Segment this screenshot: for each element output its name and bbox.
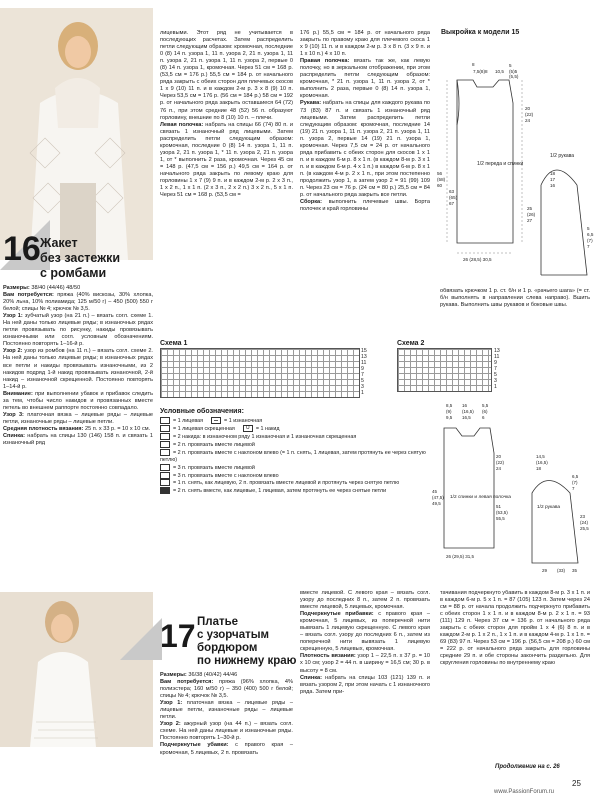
- text: набрать на спицы для каждого рукава по 73 (83) 87 п. и связать 1 изнаночный ряд лицевыми. Затем распределить петли следующим образом: кромочная, последние 14 (19) 21 п. узора 1, 11 п. узора 2, 21 п. узора 1, 11 п. узора 2, первые 14 (19) 21 п. узора 1, кромочная. Через 7,5 см = 24 р. от начального ряда прибавить с обеих сторон для скосов 1 х 1 п. и в каждом 6-м р. 8 х 1 п. (в каждом 8-м р. 3 х 1 п. и в каждом 6-м р. 4 х 1 п.) в каждом 6-м р. 8 х 1 п. (в каждом 4-м р. 2 х 1 п., при этом постепенно продолжить узор 1, а затем узор 2 = 91 (99) 109 п. Через 23 см = 76 р. (24 см = 80 р.) 25,5 см = 84 р. от начального ряда закрыть все петли.: [300, 100, 430, 199]
- model-17-col6: [300, 590, 430, 785]
- text: платочная вязка – лицевые ряды – лицевые петли, изнаночные ряды – лицевые петли.: [160, 700, 293, 721]
- label: Вам потребуется:: [3, 292, 54, 299]
- schema-num: (26): [527, 212, 536, 217]
- model-17-photo: [0, 592, 153, 747]
- legend: [160, 408, 430, 568]
- legend-item: [160, 449, 430, 464]
- col4-paragraph: обвязать крючком 1 р. ст. б/н и 1 р. «рачьего шага» (= ст. б/н выполнять в направлении слева направо). Вшить рукава. Выполнить швы рукавов и боковые швы.: [440, 288, 590, 309]
- text: ажурный узор (на 44 п.) – вязать согл. схеме. На ней даны лицевые и изнаночные ряды. Постоянно повторять 1–30-й р.: [160, 721, 293, 742]
- schema-num: 18: [550, 171, 556, 176]
- legend-title: Условные обозначения:: [160, 408, 244, 415]
- label: Подчеркнутые убавки:: [160, 742, 229, 749]
- model-16-col3: [300, 30, 430, 335]
- schema-num: 20: [525, 106, 531, 111]
- legend-item: [160, 464, 430, 472]
- k3tog-icon: [160, 464, 170, 471]
- schema-num: (22): [496, 460, 505, 465]
- schema-num: (53,5): [496, 510, 508, 515]
- legend-text: = 2 п. провязать вместе лицевой: [173, 441, 255, 448]
- label: Спинка:: [3, 432, 26, 439]
- schema-num: 5: [509, 63, 512, 68]
- model-17-title: [197, 616, 296, 668]
- text: 36/38 (40/42) 44/46: [186, 672, 238, 678]
- chart1-grid: [160, 348, 360, 398]
- schema-num: 20: [496, 454, 502, 459]
- schema-num: 6,5: [572, 474, 579, 479]
- schema-num: (6): [482, 409, 488, 414]
- model-17-title-line: с узорчатым: [197, 629, 270, 641]
- model-16-col4: [440, 288, 590, 328]
- schema-num: 60: [437, 183, 443, 188]
- schema-num: 23: [580, 514, 586, 519]
- schema-num: (16,5): [462, 409, 474, 414]
- model-16-title: [40, 236, 120, 281]
- schema-sleeve-label: 1/2 рукава: [550, 153, 575, 159]
- text: 38/40 (44/46) 48/50: [29, 285, 81, 291]
- chart2-row: 9: [494, 360, 497, 366]
- chart2-grid: [397, 348, 492, 392]
- legend-item: [160, 472, 430, 480]
- pattern-schema-15: [437, 25, 595, 285]
- schema-num: 16: [550, 183, 556, 188]
- label: Размеры:: [3, 285, 30, 291]
- model-16-title-line: с ромбами: [40, 266, 107, 280]
- text: 25 п. х 33 р. = 10 х 10 см.: [83, 425, 151, 432]
- text: зубчатый узор (на 21 п.) – вязать согл. схеме 1. На ней даны только лицевые ряды; в изнаночных рядах петли провязывать по рисунку, накиды провязывать изнаночными или согл. условным обозначениям. Постоянно повторять 1–16-й р.: [3, 313, 153, 348]
- col2-paragraph: лицевыми. Этот ряд не учитывается в последующих расчетах. Затем распределить петли следующим образом: кромочная, последние 0 (8) 14 п. узора 1, 11 п. узора 2, 21 п. узора 1, 11 п. узора 2, 21 п. узора 1, 11 п. узора 2, первые 0 (8) 14 п. узора 1, кромочная. Через 51 см = 168 р. (53,5 см = 176 р.) 55,5 см = 184 р. от начального ряда закрыть с обеих сторон для плечевых скосов 1 х 9 (10) 11 п. и в каждом 2-м р. 3 х 8 (9) 10 п. Через 53,5 см = 176 р. (56 см = 184 р.) 58 см = 192 р. от начального ряда закрыть оставшиеся 64 (72) 76 п., при этом средние 48 (52) 56 п. образуют горловину, внешние по 8 (10) 10 п. – плечи.: [160, 30, 293, 121]
- k2tog-icon: [160, 441, 170, 448]
- schema-num: 56: [437, 171, 443, 176]
- schema-num: 18: [536, 466, 542, 471]
- schema-num: 8: [472, 62, 475, 67]
- col6-paragraph: вместе лицевой. С левого края – вязать согл. узору до последних 8 п., затем 2 п. провязать вместе лицевой, 5 лицевых, кромочная.: [300, 590, 430, 611]
- text: узор 1 – 22,5 п. х 37 р. = 10 х 10 см; узор 2 = 44 п. в ширину = 16,5 см; 30 р. в высоту = 8 см.: [300, 653, 430, 674]
- chart2-row: 3: [494, 378, 497, 384]
- legend-item: [160, 441, 430, 449]
- legend-text: = 1 изнаночная: [224, 417, 263, 424]
- schema-num: (22): [525, 112, 534, 117]
- schema-num: 7: [572, 486, 575, 491]
- pattern-schema-title: Выкройка к модели 15: [441, 29, 520, 36]
- model-17-col5: [160, 672, 293, 782]
- legend-text: = 1 лицевая скрещенная: [173, 425, 235, 432]
- text: при выполнении убавок и прибавок следить за тем, чтобы число накидов и провязанных вместе петель во внешнем раппорте постоянно совпадало.: [3, 390, 153, 411]
- label: Узор 3:: [3, 411, 24, 418]
- twisted-knit-icon: [160, 425, 170, 432]
- schema-num: 17: [550, 177, 556, 182]
- chart1-row: 13: [361, 354, 367, 360]
- schema-num: (7): [587, 238, 593, 243]
- col3-paragraph: 176 р.) 55,5 см = 184 р. от начального ряда закрыть по правому краю для плечевого скоса 1 х 9 (10) 11 п. и в каждом 2-м р. 3 х 8 п. (3 х 9 п. и 1 х 10 п.) 4 х 10 п.: [300, 30, 430, 58]
- chart1-title: Схема 1: [160, 340, 188, 347]
- model-17-col7: [440, 590, 590, 760]
- chart2-row-numbers: [494, 348, 500, 390]
- schema-num: (24): [580, 520, 589, 525]
- schema-num: 6: [482, 415, 485, 420]
- model-17-title-line: бордюром: [197, 642, 258, 654]
- continued-note: Продолжение на с. 26: [495, 764, 560, 770]
- schema-num: 7: [587, 244, 590, 249]
- schema-num: 24: [496, 466, 502, 471]
- chart1-row: 15: [361, 348, 367, 354]
- schema-num: 67: [449, 201, 455, 206]
- double-yarn-over-icon: [160, 433, 170, 440]
- schema-num: (16,5): [536, 460, 548, 465]
- page-number: 25: [572, 779, 581, 788]
- schema-num: 16,5: [462, 415, 471, 420]
- col7-paragraph: тачивания подчеркнуто убавить в каждом 8-м р. 3 х 1 п. и в каждом 6-м р. 5 х 1 п. = 87 (105) 123 п. Затем через 24 см = 88 р. от начала продолжить подчеркнуто прибавить с обеих сторон 1 х 1 п. и в каждом 8-м р. 2 х 1 п. = 93 (111) 129 п. Через 37 см = 136 р. от начального ряда закрыть с обеих сторон для пройм 1 х 4 (6) 8 п. и в каждом 2-м р. 1 х 2 п., 1 х 1 п. и в каждом 4-м р. 1 х 1 п. = 69 (83) 97 п. Через 53 см = 196 р. (56,5 см = 208 р.) 60 см = 222 р. от начального ряда закрыть для горловины средние 29 п. и обе стороны закончить раздельно. Для скругления горловины по внутреннему краю: [440, 590, 590, 667]
- schema-num: 29: [542, 568, 548, 573]
- label: Сборка:: [300, 199, 323, 206]
- schema-num: (5)5: [509, 69, 518, 74]
- text: узор из ромбов (на 11 п.) – вязать согл. схеме 2. На ней даны только лицевые ряды; в изнаночных рядах все петли и накиды провязывать изнаночными, из 2 накидов подряд 1-й накид провязывать изнаночной, 2-й накид – изнаночной скрещенной. Постоянно повторять 1–14-й р.: [3, 348, 153, 390]
- schema-num: 8,5: [446, 403, 453, 408]
- yarn-over-icon: U: [243, 425, 253, 432]
- chart1-row: 5: [361, 378, 364, 384]
- schema-num: 49,5: [432, 501, 441, 506]
- legend-item: [160, 487, 430, 495]
- watermark: www.PassionForum.ru: [494, 789, 555, 795]
- model-16-title-line: без застежки: [40, 251, 121, 265]
- schema-num: (7): [572, 480, 578, 485]
- schema-num: (5,5): [509, 74, 519, 79]
- schema-num: (65): [449, 195, 458, 200]
- legend-item: [160, 425, 430, 433]
- label: Внимание:: [3, 390, 33, 397]
- schema-num: (9): [446, 409, 452, 414]
- label: Спинка:: [300, 674, 323, 681]
- pattern-schema-17-drawing: [432, 398, 594, 583]
- legend-text: = 3 п. провязать вместе с наклоном влево: [173, 472, 279, 479]
- label: Подчеркнутые прибавки:: [300, 611, 374, 618]
- s2kp-icon: [160, 487, 170, 494]
- ssk-icon: [160, 449, 170, 456]
- text: набрать на спицы 130 (146) 158 п. и связать 1 изнаночный ряд: [3, 432, 153, 447]
- schema-num: 63: [449, 189, 455, 194]
- legend-text: = 3 п. провязать вместе лицевой: [173, 464, 255, 471]
- chart2-title: Схема 2: [397, 340, 425, 347]
- label: Плотность вязания:: [300, 653, 356, 660]
- legend-text: = 1 п. снять, как лицевую, 2 п. провязать вместе лицевой и протянуть через снятую петлю: [173, 480, 400, 487]
- schema-num: (47,5): [432, 495, 444, 500]
- schema-num: 45: [432, 489, 438, 494]
- label: Узор 1:: [3, 313, 23, 320]
- text: набрать на спицы 103 (121) 139 п. и вязать узором 2, при этом начать с 1 изнаночного ряда. Затем при-: [300, 674, 430, 695]
- schema17-sleeve-label: 1/2 рукава: [537, 505, 561, 510]
- legend-text: = 2 п. снять вместе, как лицевые, 1 лицевая, затем протянуть ее через снятые петли: [173, 488, 387, 495]
- label: Вам потребуется:: [160, 679, 214, 686]
- model-17-number: 17: [160, 618, 196, 654]
- schema-num: 25,5: [580, 526, 589, 531]
- knit-symbol-icon: [160, 417, 170, 424]
- schema-num: 51: [496, 504, 502, 509]
- chart2-row: 1: [494, 384, 497, 390]
- model-16-col1: [3, 285, 153, 610]
- label: Узор 1:: [160, 700, 183, 707]
- chart2-row: 11: [494, 354, 500, 360]
- schema-num: 5: [587, 226, 590, 231]
- pattern-schema-15-drawing: [437, 25, 595, 285]
- label: Левая полочка:: [160, 121, 204, 128]
- model-17-title-line: Платье: [197, 616, 239, 628]
- chart2-row: 5: [494, 372, 497, 378]
- legend-text: = 2 накида: в изнаночном ряду 1 изнаночная и 1 изнаночная скрещенная: [173, 433, 357, 440]
- text: набрать на спицы 66 (74) 80 п. и связать 1 изнаночный ряд лицевыми. Затем распределить петли следующим образом: кромочная, последние 0 (8) 14 п. узора 1, 11 п. узора 2, 21 п. узора 1, * 11 п. узора 2, 21 п. узора 1, от * выполнить 2 раза, кромочная. Через 45 см = 148 р. (47,5 см = 156 р.) 49,5 см = 164 р. от начального ряда закрыть по левому краю для горловины 1 х 7 (9) 9 п. и в каждом 2-м р. 2 х 3 п., 1 х 2 п., 1 х 1 п. (2 х 3 п., 2 х 2 п.) 3 х 2 п., 5 х 1 п. Через 51 см = 168 р. (53,5 см =: [160, 121, 293, 199]
- pattern-schema-17: [432, 398, 594, 583]
- text: пряжа (96% хлопка, 4% полиэстера; 160 м/50 г) – 350 (400) 500 г белой; спицы № 4; крючок № 3,5.: [160, 679, 293, 700]
- text: с правого края – кромочная, 5 лицевых, 2 п. провязать: [160, 742, 293, 756]
- label: Правая полочка:: [300, 58, 350, 65]
- schema-num: 26 (28,5) 30,5: [463, 257, 492, 262]
- schema-num: 35: [572, 568, 578, 573]
- schema17-shelf-label: 1/2 спинки и левая полочка: [450, 495, 511, 500]
- label: Рукава:: [300, 100, 322, 107]
- label: Средняя плотность вязания:: [3, 425, 84, 432]
- label: Размеры:: [160, 672, 187, 678]
- schema-num: 9,5: [446, 415, 453, 420]
- chart1-row: 7: [361, 372, 364, 378]
- chart1-row: 1: [361, 390, 364, 396]
- model-17-title-line: по нижнему краю: [197, 655, 297, 667]
- label: Узор 2:: [3, 348, 23, 355]
- chart1-row-numbers: [361, 348, 367, 396]
- text: выполнить плечевые швы. Борта полочек и край горловины: [300, 199, 430, 213]
- text: пряжа (40% вискозы, 30% хлопка, 20% льна, 10% полиамида; 125 м/50 г) – 450 (500) 550 г белой; спицы № 4; крючок № 3,5.: [3, 292, 153, 313]
- legend-item: [160, 433, 430, 441]
- legend-text: = 1 накид: [255, 425, 280, 432]
- chart2-row: 13: [494, 348, 500, 354]
- text: вязать так же, как левую полочку, но в зеркальном отображении, при этом распределить петли следующим образом: кромочная, * 21 п. узора 1, 11 п. узора 2, от * выполнить 2 раза, первые 0 (8) 14 п. узора 1, кромочная.: [300, 58, 430, 100]
- text: с правого края – кромочная, 5 лицевых, из поперечной нити вывязать 1 лицевую скрещенную. С левого края – вязать согл. узору до последних 6 п., затем из поперечной нити вывязать 1 лицевую скрещенную, 5 лицевых, кромочная.: [300, 611, 430, 653]
- schema-num: 7,5(8)8: [473, 69, 488, 74]
- schema-num: 55,5: [496, 516, 505, 521]
- model-16-number: 16: [3, 230, 41, 268]
- model-17-triangle-decor: [120, 618, 162, 660]
- purl-symbol-icon: [211, 417, 221, 424]
- schema-num: 14,5: [536, 454, 545, 459]
- sk2p-icon: [160, 479, 170, 486]
- schema-num: 6,5: [587, 232, 594, 237]
- model-17-photo-art: [0, 592, 153, 747]
- legend-item: [160, 479, 430, 487]
- legend-text: = 1 лицевая: [173, 417, 204, 424]
- schema-num: 25: [527, 206, 533, 211]
- text: платочная вязка – лицевые ряды – лицевые петли, изнаночные ряды – лицевые петли.: [3, 411, 153, 425]
- chart1-row: 11: [361, 360, 367, 366]
- schema-num: 27: [527, 218, 533, 223]
- chart1-row: 3: [361, 384, 364, 390]
- schema-num: 16: [462, 403, 468, 408]
- legend-text: = 2 п. провязать вместе с наклоном влево (= 1 п. снять, 1 лицевая, затем протянуть ее через снятую петлю): [160, 449, 426, 463]
- chart2-row: 7: [494, 366, 497, 372]
- label: Узор 2:: [160, 721, 181, 728]
- chart1-row: 9: [361, 366, 364, 372]
- model-16-col2: [160, 30, 293, 335]
- schema-num: 24: [525, 118, 531, 123]
- model-16-title-line: Жакет: [40, 236, 78, 250]
- legend-item: [160, 417, 430, 425]
- schema-num: (33): [557, 568, 566, 573]
- schema-num: (58): [437, 177, 446, 182]
- schema-num: 5,5: [482, 403, 489, 408]
- schema-num: 26 (29,5) 31,5: [446, 554, 475, 559]
- schema-num: 10,5: [495, 69, 504, 74]
- sssk-icon: [160, 472, 170, 479]
- schema-front-label: 1/2 переда и спинки: [477, 161, 524, 167]
